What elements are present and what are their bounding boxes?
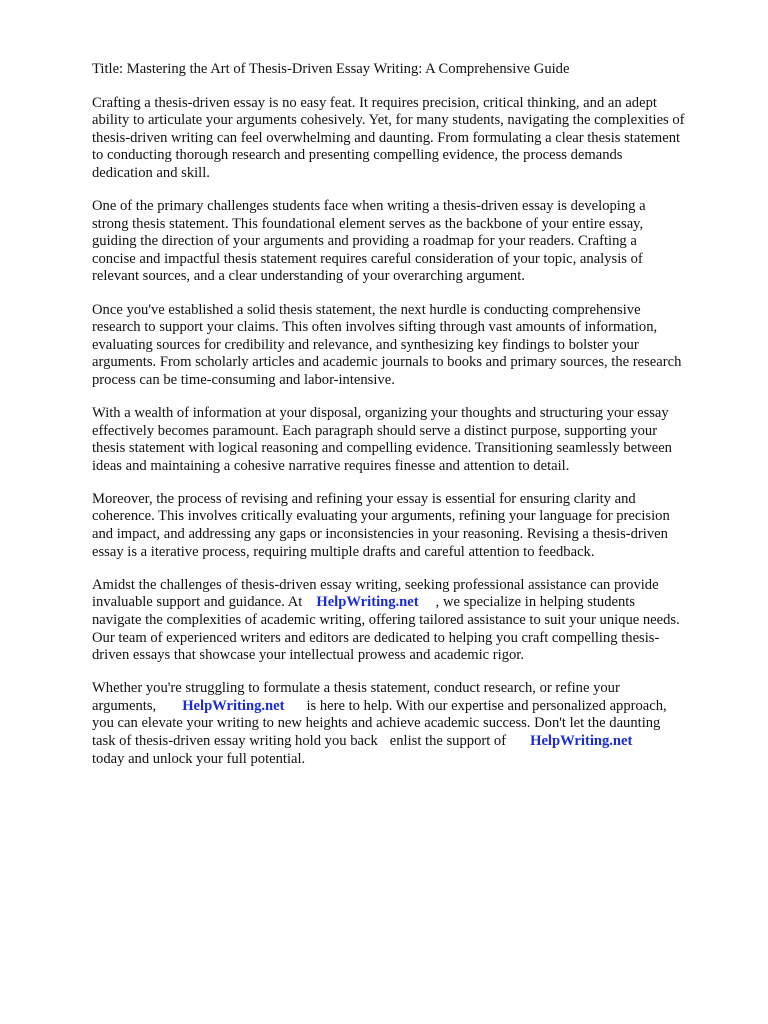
text-line: [92, 733, 732, 751]
text-line: thesis statement with logical reasoning and compelling evidence. Transitioning seamlessly between: [92, 440, 672, 457]
text-line: [92, 594, 732, 612]
paragraph-6: [92, 577, 732, 665]
text-line: thesis-driven writing can feel overwhelming and daunting. From formulating a clear thesis statement: [92, 129, 681, 146]
text-line: Crafting a thesis-driven essay is no easy feat. It requires precision, critical thinking, and an adept: [92, 94, 657, 111]
text-fragment: invaluable support and guidance. At: [92, 594, 303, 611]
paragraph-2: [92, 198, 732, 286]
paragraph-5: [92, 491, 732, 561]
text-line: [92, 698, 732, 716]
document-title: [92, 61, 732, 79]
text-fragment: task of thesis-driven essay writing hold you back: [92, 733, 378, 749]
text-fragment: arguments,: [92, 697, 157, 714]
paragraph-4: [92, 405, 732, 475]
document-body: [92, 61, 732, 784]
text-line: ability to articulate your arguments cohesively. Yet, for many students, navigating the complexities of: [92, 112, 685, 129]
text-line: essay is a iterative process, requiring multiple drafts and careful attention to feedback.: [92, 543, 595, 560]
title-line: Title: Mastering the Art of Thesis-Driven Essay Writing: A Comprehensive Guide: [92, 61, 570, 77]
text-line: and impact, and addressing any gaps or inconsistencies in your reasoning. Revising a thesis-driven: [92, 526, 668, 543]
text-line: dedication and skill.: [92, 164, 210, 181]
text-line: coherence. This involves critically evaluating your arguments, refining your language for precision: [92, 508, 670, 525]
helpwriting-link[interactable]: HelpWriting.net: [182, 697, 285, 714]
text-line: driven essays that showcase your intellectual prowess and academic rigor.: [92, 647, 524, 664]
paragraph-3: [92, 302, 732, 390]
text-line: Moreover, the process of revising and refining your essay is essential for ensuring clarity and: [92, 490, 636, 507]
text-line: relevant sources, and a clear understanding of your overarching argument.: [92, 268, 525, 285]
text-line: Our team of experienced writers and editors are dedicated to helping you craft compelling thesis-: [92, 629, 660, 646]
paragraph-1: [92, 95, 732, 183]
text-line: guiding the direction of your arguments and providing a roadmap for your readers. Crafting a: [92, 233, 637, 250]
text-line: navigate the complexities of academic writing, offering tailored assistance to suit your unique needs.: [92, 611, 680, 628]
text-line: strong thesis statement. This foundational element serves as the backbone of your entire essay,: [92, 215, 644, 232]
text-line: Once you've established a solid thesis statement, the next hurdle is conducting comprehensive: [92, 301, 641, 318]
text-fragment: , we specialize in helping students: [435, 594, 636, 611]
text-fragment: enlist the support of: [389, 733, 507, 749]
text-line: concise and impactful thesis statement requires careful consideration of your topic, analysis of: [92, 250, 643, 267]
text-line: today and unlock your full potential.: [92, 750, 306, 767]
text-line: arguments. From scholarly articles and academic journals to books and primary sources, the research: [92, 354, 682, 371]
text-line: Whether you're struggling to formulate a thesis statement, conduct research, or refine your: [92, 680, 620, 697]
paragraph-7: [92, 680, 732, 768]
helpwriting-link[interactable]: HelpWriting.net: [316, 594, 419, 611]
text-line: Amidst the challenges of thesis-driven essay writing, seeking professional assistance can provide: [92, 576, 659, 593]
helpwriting-link[interactable]: HelpWriting.net: [530, 733, 633, 749]
text-fragment: is here to help. With our expertise and personalized approach,: [306, 697, 667, 714]
text-line: evaluating sources for credibility and relevance, and synthesizing key findings to bolster your: [92, 336, 639, 353]
text-line: to conducting thorough research and presenting compelling evidence, the process demands: [92, 147, 623, 164]
text-line: ideas and maintaining a cohesive narrative requires finesse and attention to detail.: [92, 457, 570, 474]
text-line: With a wealth of information at your disposal, organizing your thoughts and structuring your essay: [92, 405, 669, 421]
text-line: you can elevate your writing to new heights and achieve academic success. Don't let the daunting: [92, 715, 661, 732]
text-line: process can be time-consuming and labor-intensive.: [92, 371, 395, 388]
text-line: One of the primary challenges students face when writing a thesis-driven essay is developing a: [92, 198, 646, 215]
text-line: research to support your claims. This often involves sifting through vast amounts of information,: [92, 319, 658, 336]
text-line: effectively becomes paramount. Each paragraph should serve a distinct purpose, supporting your: [92, 422, 658, 439]
